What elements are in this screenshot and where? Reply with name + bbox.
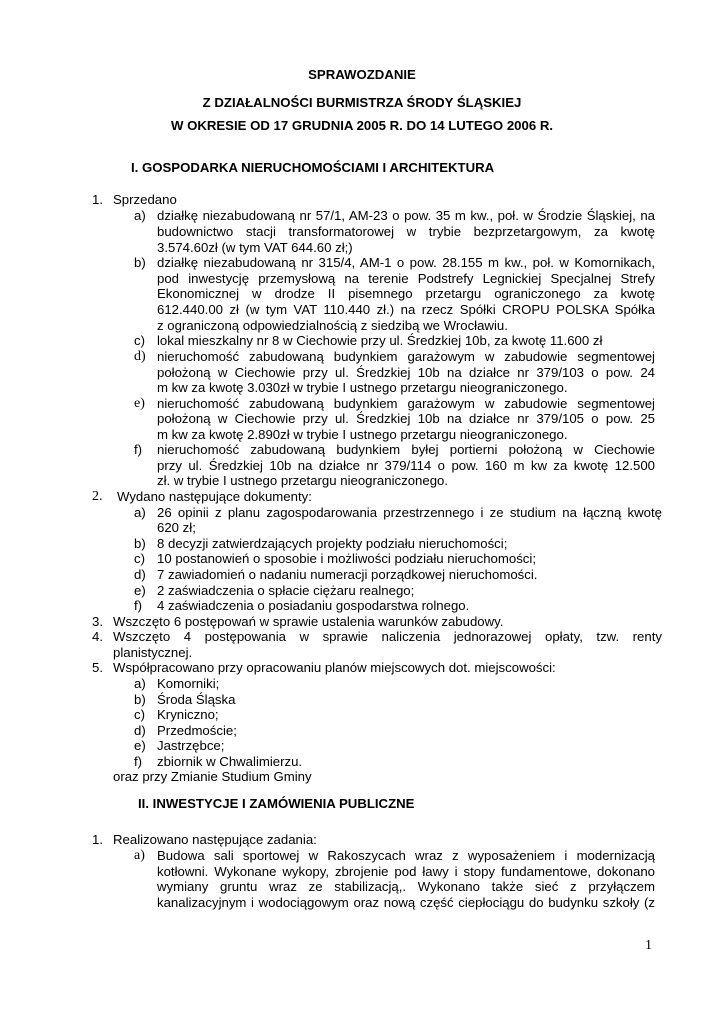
text-line: działkę niezabudowaną nr 315/4, AM-1 o pow. 28.155 m kw., poł. w Komornikach,	[157, 255, 655, 270]
sub-marker: c)	[134, 707, 145, 722]
text-line: 10 postanowień o sposobie i możliwości podziału nieruchomości;	[157, 551, 536, 566]
text-line: Środa Śląska	[157, 692, 236, 707]
text-line: z ograniczoną odpowiedzialnością z siedzibą we Wrocławiu.	[157, 318, 508, 333]
text-line: lokal mieszkalny nr 8 w Ciechowie przy ul. Średzkiej 10b, za kwotę 11.600 zł	[157, 333, 603, 348]
list-item-label: Wydano następujące dokumenty:	[117, 489, 312, 504]
list-marker: 3.	[92, 614, 103, 629]
text-line: 8 decyzji zatwierdzających projekty podziału nieruchomości;	[157, 536, 508, 551]
text-line: oraz przy Zmianie Studium Gminy	[113, 769, 312, 784]
text-line: Jastrzębce;	[157, 738, 225, 753]
sub-marker: e)	[134, 583, 146, 598]
text-line: położoną w Ciechowie przy ul. Średzkiej 10b na działce nr 379/103 o pow. 24	[157, 365, 655, 380]
sub-marker: c)	[134, 551, 145, 566]
text-line: Przedmoście;	[157, 723, 237, 738]
text-line: kotłowni. Wykonane wykopy, zbrojenie pod ławy i stopy fundamentowe, dokonano	[157, 864, 655, 879]
list-marker: 1.	[92, 832, 103, 847]
text-line: Budowa sali sportowej w Rakoszycach wraz z wyposażeniem i modernizacją	[157, 848, 655, 863]
section-2-title: II. INWESTYCJE I ZAMÓWIENIA PUBLICZNE	[138, 796, 415, 811]
sub-marker: a)	[134, 208, 146, 223]
text-line: 4 zaświadczenia o posiadaniu gospodarstwa rolnego.	[157, 598, 470, 613]
text-line: 3.574.60zł (w tym VAT 644.60 zł;)	[157, 240, 353, 255]
text-line: Wszczęto 4 postępowania w sprawie naliczenia jednorazowej opłaty, tzw. renty	[113, 629, 662, 644]
sub-marker: f)	[134, 754, 143, 769]
text-line: nieruchomość zabudowaną budynkiem garażowym w zabudowie segmentowej	[157, 396, 655, 411]
text-line: Kryniczno;	[157, 707, 219, 722]
sub-marker: d)	[134, 349, 146, 364]
report-period: W OKRESIE OD 17 GRUDNIA 2005 R. DO 14 LUTEGO 2006 R.	[170, 118, 554, 133]
text-line: zbiornik w Chwalimierzu.	[157, 754, 303, 769]
sub-marker: e)	[134, 396, 145, 411]
text-line: położoną w Ciechowie przy ul. Średzkiej 10b na działce nr 379/105 o pow. 25	[157, 411, 655, 426]
text-line: zł. w trybie I ustnego przetargu nieograniczonego.	[157, 473, 449, 488]
text-line: 26 opinii z planu zagospodarowania przestrzennego i ze studium na łączną kwotę	[157, 505, 662, 520]
list-item-label: Współpracowano przy opracowaniu planów miejscowych dot. miejscowości:	[113, 660, 556, 675]
sub-marker: a)	[134, 676, 146, 691]
sub-marker: d)	[134, 567, 146, 582]
text-line: planistycznej.	[113, 645, 193, 660]
list-item-label: Sprzedano	[113, 192, 177, 207]
text-line: kanalizacyjnym i wodociągowym oraz nową część ciepłociągu do budynku szkoły (z	[157, 895, 655, 910]
sub-marker: f)	[134, 598, 143, 613]
text-line: 2 zaświadczenia o spłacie ciężaru realnego;	[157, 583, 415, 598]
text-line: Komorniki;	[157, 676, 220, 691]
list-item-label: Realizowano następujące zadania:	[113, 832, 317, 847]
text-line: m kw za kwotę 2.890zł w trybie I ustnego przetargu nieograniczonego.	[157, 427, 568, 442]
list-marker: 1.	[92, 192, 103, 207]
sub-marker: a)	[134, 848, 145, 863]
list-marker: 5.	[92, 660, 103, 675]
text-line: pod inwestycję przemysłową na terenie Podstrefy Legnickiej Specjalnej Strefy	[157, 271, 655, 286]
text-line: nieruchomość zabudowaną budynkiem byłej portierni położoną w Ciechowie	[157, 442, 655, 457]
sub-marker: f)	[134, 442, 143, 457]
text-line: przy ul. Średzkiej 10b na działce nr 379/114 o pow. 160 m kw za kwotę 12.500	[157, 458, 655, 473]
sub-marker: e)	[134, 738, 146, 753]
text-line: nieruchomość zabudowaną budynkiem garażowym w zabudowie segmentowej	[157, 349, 655, 364]
text-line: 7 zawiadomień o nadaniu numeracji porządkowej nieruchomości.	[157, 567, 538, 582]
text-line: działkę niezabudowaną nr 57/1, AM-23 o pow. 35 m kw., poł. w Środzie Śląskiej, na	[157, 208, 655, 223]
report-subtitle: Z DZIAŁALNOŚCI BURMISTRZA ŚRODY ŚLĄSKIEJ	[202, 95, 522, 110]
text-line: 612.440.00 zł (w tym VAT 110.440 zł.) na rzecz Spółki CROPU POLSKA Spółka	[157, 302, 655, 317]
sub-marker: a)	[134, 505, 146, 520]
section-1-title: I. GOSPODARKA NIERUCHOMOŚCIAMI I ARCHITEKTURA	[131, 160, 495, 175]
text-line: Ekonomicznej w drodze II pisemnego przetargu ograniczonego za kwotę	[157, 286, 655, 301]
text-line: Wszczęto 6 postępowań w sprawie ustalenia warunków zabudowy.	[113, 614, 504, 629]
text-line: 620 zł;	[157, 520, 196, 535]
report-title: SPRAWOZDANIE	[308, 67, 416, 82]
sub-marker: b)	[134, 692, 146, 707]
sub-marker: d)	[134, 723, 146, 738]
list-marker: 2.	[92, 489, 103, 504]
page-number: 1	[645, 938, 652, 953]
text-line: m kw za kwotę 3.030zł w trybie I ustnego przetargu nieograniczonego.	[157, 380, 568, 395]
list-marker: 4.	[92, 629, 103, 644]
sub-marker: b)	[134, 255, 146, 270]
text-line: wymiany gruntu wraz ze stabilizacją,. Wykonano także sieć z przyłączem	[157, 879, 655, 894]
text-line: budownictwo stacji transformatorowej w trybie bezprzetargowym, za kwotę	[157, 224, 655, 239]
sub-marker: c)	[134, 333, 145, 348]
sub-marker: b)	[134, 536, 146, 551]
